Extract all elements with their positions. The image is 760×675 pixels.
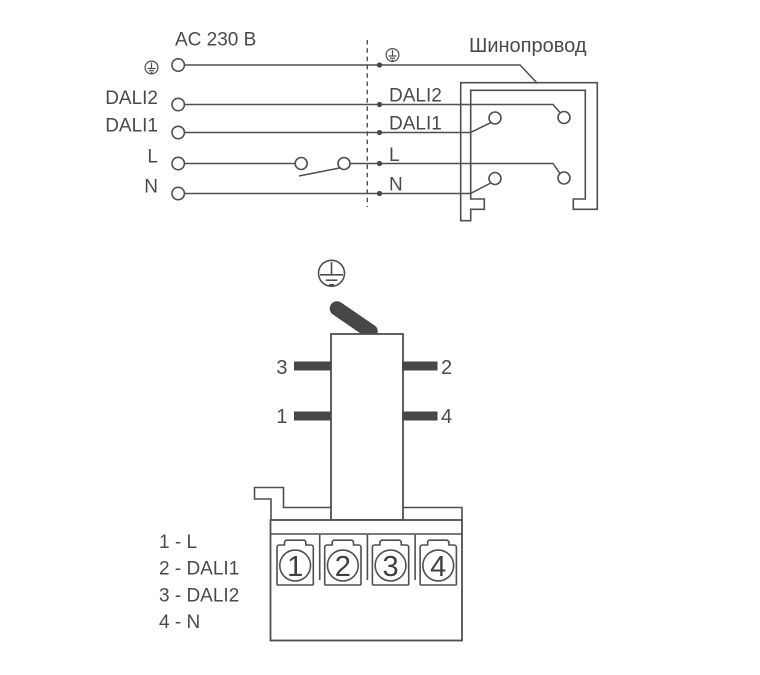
track-contact-dali1 bbox=[489, 112, 501, 124]
wire-dali1 bbox=[184, 123, 490, 133]
right-label-n: N bbox=[389, 174, 403, 196]
earth-icon bbox=[386, 49, 399, 62]
pin-label-3: 3 bbox=[276, 357, 288, 379]
terminal-n bbox=[172, 187, 184, 199]
legend-line-4: 4 - N bbox=[159, 612, 201, 633]
junction-dot-n bbox=[377, 191, 382, 196]
wire-dali2 bbox=[184, 105, 559, 113]
switch-blade bbox=[299, 168, 340, 176]
terminal-number-2: 2 bbox=[334, 551, 351, 583]
terminal-number-4: 4 bbox=[430, 551, 447, 583]
legend-line-1: 1 - L bbox=[159, 532, 198, 553]
right-label-l: L bbox=[389, 145, 400, 166]
pin-label-4: 4 bbox=[441, 406, 453, 428]
switch-contact-left bbox=[295, 158, 307, 170]
switch-contact-right bbox=[338, 158, 350, 170]
left-label-dali1: DALI1 bbox=[105, 115, 158, 137]
wiring-schematic bbox=[105, 30, 597, 221]
earth-icon bbox=[145, 61, 158, 74]
track-title: Шинопровод bbox=[469, 35, 587, 57]
terminal-dali2 bbox=[172, 98, 184, 110]
housing-left-hook bbox=[255, 488, 332, 521]
junction-dot-dali2 bbox=[377, 102, 382, 107]
junction-dot-earth bbox=[377, 62, 382, 67]
terminal-number-1: 1 bbox=[287, 551, 304, 583]
track-contact-dali2 bbox=[558, 112, 570, 124]
legend-line-3: 3 - DALI2 bbox=[159, 585, 240, 607]
locking-lever bbox=[337, 309, 371, 332]
track-contact-n bbox=[489, 173, 501, 185]
right-label-dali1: DALI1 bbox=[389, 113, 442, 135]
pin-label-1: 1 bbox=[276, 406, 288, 428]
contact-pin-2 bbox=[402, 362, 438, 371]
legend-line-2: 2 - DALI1 bbox=[159, 558, 240, 580]
track-profile-outline bbox=[461, 83, 598, 221]
adapter-diagram bbox=[159, 260, 462, 640]
terminal-dali1 bbox=[172, 126, 184, 138]
housing-right-shoulder bbox=[403, 508, 462, 521]
terminal-earth bbox=[172, 59, 184, 71]
supply-voltage-label: AC 230 B bbox=[175, 29, 257, 51]
right-label-dali2: DALI2 bbox=[389, 85, 442, 107]
contact-pin-3 bbox=[294, 362, 331, 371]
contact-pin-1 bbox=[294, 412, 331, 421]
earth-icon bbox=[319, 260, 345, 286]
left-label-l: L bbox=[147, 146, 158, 168]
junction-dot-dali1 bbox=[377, 130, 382, 135]
left-label-dali2: DALI2 bbox=[105, 88, 158, 109]
junction-dot-l bbox=[377, 161, 382, 166]
left-label-n: N bbox=[144, 176, 158, 198]
terminal-number-3: 3 bbox=[382, 551, 399, 583]
contact-pin-4 bbox=[402, 412, 438, 421]
wire-earth bbox=[184, 65, 537, 84]
pin-label-2: 2 bbox=[441, 357, 453, 379]
adapter-body bbox=[331, 334, 403, 520]
wire-n bbox=[184, 183, 490, 194]
terminal-legend bbox=[159, 532, 239, 633]
terminal-l bbox=[172, 157, 184, 169]
track-contact-l bbox=[558, 172, 570, 184]
